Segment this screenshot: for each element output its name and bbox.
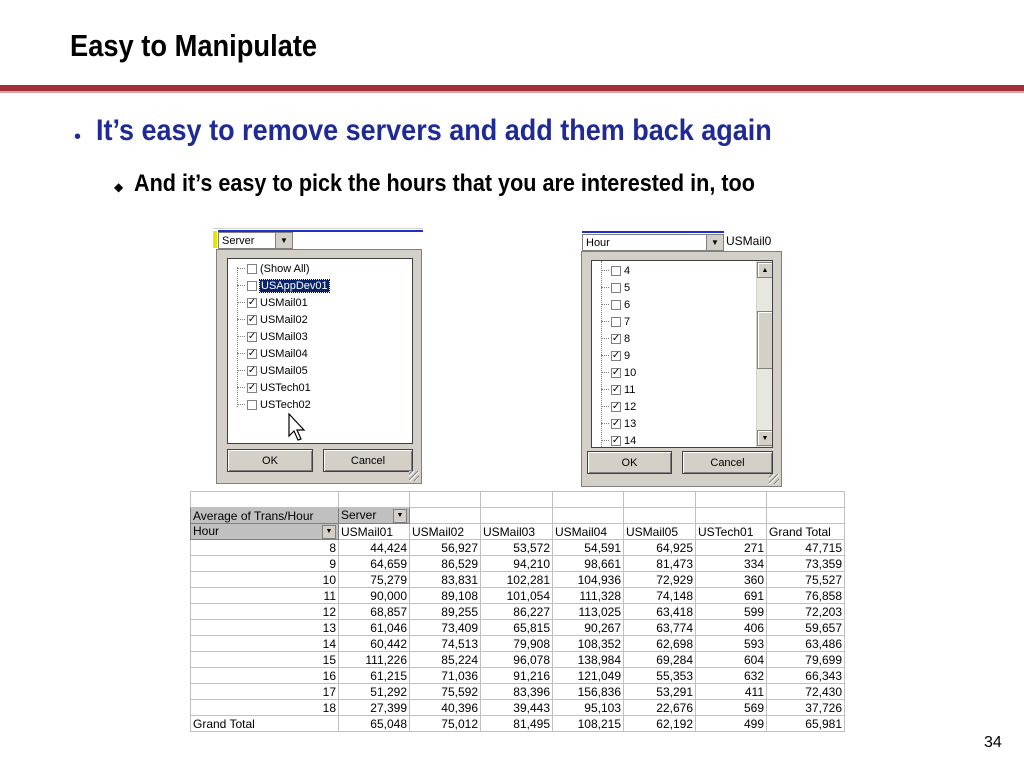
row-field-dropdown[interactable]: Hour ▼ [191, 524, 339, 540]
cancel-button[interactable]: Cancel [682, 451, 773, 474]
column-header: USMail04 [553, 524, 624, 540]
checkbox[interactable] [247, 264, 257, 274]
hour-filter-dialog [581, 251, 782, 487]
cancel-button[interactable]: Cancel [323, 449, 413, 472]
server-item[interactable]: USTech02 [237, 396, 311, 413]
checkbox[interactable] [611, 317, 621, 327]
active-cell-marker [213, 231, 217, 248]
server-item[interactable]: (Show All) [237, 260, 310, 277]
hour-item[interactable]: 6 [601, 296, 630, 313]
checkbox[interactable]: ✓ [247, 330, 257, 342]
table-row: 9 64,659 86,529 94,210 98,661 81,473 334 73,359 [191, 556, 845, 572]
table-row: 15 111,226 85,224 96,078 138,984 69,284 604 79,699 [191, 652, 845, 668]
hour-item[interactable]: ✓ 11 [601, 381, 635, 398]
adjacent-cell: USMail0 [726, 234, 772, 248]
table-row: 17 51,292 75,592 83,396 156,836 53,291 411 72,430 [191, 684, 845, 700]
dropdown-arrow-icon[interactable]: ▼ [393, 509, 407, 523]
hour-item[interactable]: 5 [601, 279, 630, 296]
hour-item[interactable]: 7 [601, 313, 630, 330]
hour-item[interactable]: 4 [601, 262, 630, 279]
resize-grip-icon[interactable] [409, 471, 419, 481]
vertical-scrollbar[interactable] [756, 261, 772, 447]
checkbox[interactable]: ✓ [247, 296, 257, 308]
checkbox[interactable] [611, 300, 621, 310]
hour-item[interactable]: ✓ 9 [601, 347, 630, 364]
server-checklist[interactable] [227, 258, 413, 444]
server-dropdown[interactable] [218, 232, 293, 249]
scroll-down-icon[interactable]: ▼ [757, 430, 773, 446]
hour-item[interactable]: ✓ 10 [601, 364, 636, 381]
ok-button[interactable]: OK [587, 451, 672, 474]
checkbox[interactable]: ✓ [611, 400, 621, 412]
pivot-spacer-row [191, 492, 845, 508]
hour-item[interactable]: ✓ 13 [601, 415, 636, 432]
dropdown-arrow-icon[interactable]: ▼ [275, 233, 292, 248]
pivot-header-row [191, 508, 845, 524]
checkbox[interactable] [611, 266, 621, 276]
checkbox[interactable] [611, 283, 621, 293]
slide-title: Easy to Manipulate [70, 28, 318, 63]
dropdown-arrow-icon[interactable]: ▼ [322, 525, 336, 539]
resize-grip-icon[interactable] [769, 474, 779, 484]
page-number: 34 [984, 734, 1002, 751]
hour-dropdown-label: Hour [586, 236, 610, 249]
grand-total-row: Grand Total 65,048 75,012 81,495 108,215 62,192 499 65,981 [191, 716, 845, 732]
column-header: Grand Total [767, 524, 845, 540]
bullet-2: And it’s easy to pick the hours that you are interested in, too [134, 170, 755, 197]
cell-selection-border [582, 231, 724, 233]
bullet-dot-icon: • [74, 126, 82, 148]
sub-bullet-diamond-icon: ◆ [114, 180, 124, 194]
table-row: 14 60,442 74,513 79,908 108,352 62,698 593 63,486 [191, 636, 845, 652]
column-header: USMail01 [339, 524, 410, 540]
bullet-1: It’s easy to remove servers and add them back again [96, 114, 772, 147]
column-field-dropdown[interactable]: Server ▼ [339, 508, 410, 524]
table-row: 12 68,857 89,255 86,227 113,025 63,418 599 72,203 [191, 604, 845, 620]
column-header: USMail05 [624, 524, 696, 540]
table-row: 11 90,000 89,108 101,054 111,328 74,148 691 76,858 [191, 588, 845, 604]
hour-item[interactable]: ✓ 8 [601, 330, 630, 347]
hour-dropdown[interactable] [582, 234, 724, 251]
ok-button[interactable]: OK [227, 449, 313, 472]
checkbox[interactable]: ✓ [247, 313, 257, 325]
pivot-table [190, 491, 845, 732]
table-row: 16 61,215 71,036 91,216 121,049 55,353 632 66,343 [191, 668, 845, 684]
checkbox[interactable]: ✓ [611, 366, 621, 378]
server-item[interactable]: ✓ USMail05 [237, 362, 308, 379]
checkbox[interactable] [247, 400, 257, 410]
server-item[interactable]: ✓ USMail01 [237, 294, 308, 311]
pivot-column-header-row [191, 524, 845, 540]
column-header: USMail02 [410, 524, 481, 540]
table-row: 13 61,046 73,409 65,815 90,267 63,774 406 59,657 [191, 620, 845, 636]
server-dropdown-label: Server [222, 234, 255, 247]
mouse-pointer-icon [288, 413, 310, 443]
checkbox[interactable]: ✓ [247, 347, 257, 359]
checkbox[interactable]: ✓ [247, 381, 257, 393]
scroll-up-icon[interactable]: ▲ [757, 262, 773, 278]
checkbox[interactable]: ✓ [611, 434, 621, 446]
checkbox[interactable]: ✓ [611, 349, 621, 361]
hour-checklist[interactable] [591, 260, 773, 448]
server-item[interactable]: ✓ USMail02 [237, 311, 308, 328]
title-divider-shadow [0, 91, 1024, 93]
hour-item[interactable]: ✓ 14 [601, 432, 636, 448]
dropdown-arrow-icon[interactable]: ▼ [706, 235, 723, 250]
checkbox[interactable] [247, 281, 257, 291]
scroll-thumb[interactable] [757, 311, 773, 369]
column-header: USTech01 [696, 524, 767, 540]
server-item[interactable]: ✓ USMail04 [237, 345, 308, 362]
data-field-label[interactable]: Average of Trans/Hour [191, 508, 339, 524]
table-row: 18 27,399 40,396 39,443 95,103 22,676 569 37,726 [191, 700, 845, 716]
server-item[interactable]: USAppDev01 [237, 277, 329, 294]
checkbox[interactable]: ✓ [247, 364, 257, 376]
server-item[interactable]: ✓ USMail03 [237, 328, 308, 345]
table-row: 8 44,424 56,927 53,572 54,591 64,925 271 47,715 [191, 540, 845, 556]
table-row: 10 75,279 83,831 102,281 104,936 72,929 360 75,527 [191, 572, 845, 588]
server-item[interactable]: ✓ USTech01 [237, 379, 311, 396]
column-header: USMail03 [481, 524, 553, 540]
server-filter-dialog [216, 249, 422, 484]
checkbox[interactable]: ✓ [611, 332, 621, 344]
checkbox[interactable]: ✓ [611, 383, 621, 395]
checkbox[interactable]: ✓ [611, 417, 621, 429]
hour-item[interactable]: ✓ 12 [601, 398, 636, 415]
